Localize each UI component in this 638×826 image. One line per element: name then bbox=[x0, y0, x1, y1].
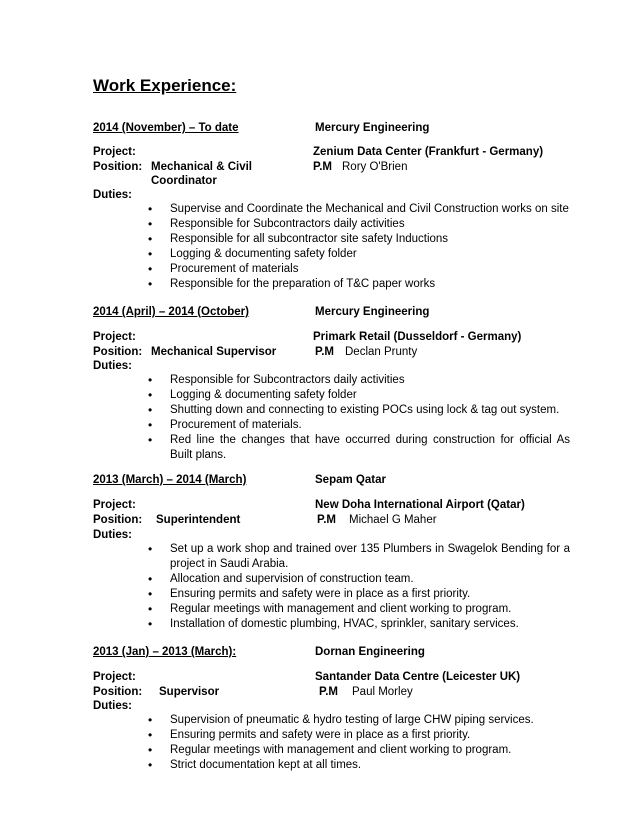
position-label: Position: bbox=[93, 686, 143, 698]
bullet-icon: • bbox=[148, 202, 153, 216]
pm-name: Michael G Maher bbox=[349, 514, 437, 526]
bullet-icon: • bbox=[148, 728, 153, 742]
job-company: Dornan Engineering bbox=[315, 646, 425, 658]
position-title: Superintendent bbox=[156, 514, 241, 526]
duties-label: Duties: bbox=[93, 700, 132, 712]
project-label: Project: bbox=[93, 499, 136, 511]
bullet-icon: • bbox=[148, 617, 153, 631]
bullet-icon: • bbox=[148, 418, 153, 432]
position-label: Position: bbox=[93, 514, 143, 526]
job-dates: 2013 (Jan) – 2013 (March): bbox=[93, 646, 237, 658]
page-title: Work Experience: bbox=[93, 76, 237, 95]
position-title: Supervisor bbox=[159, 686, 220, 698]
job-company: Sepam Qatar bbox=[315, 474, 386, 486]
bullet-icon: • bbox=[148, 572, 153, 586]
pm-label: P.M bbox=[319, 686, 338, 698]
bullet-icon: • bbox=[148, 433, 153, 447]
project-label: Project: bbox=[93, 671, 136, 683]
pm-label: P.M bbox=[317, 514, 336, 526]
duties-label: Duties: bbox=[93, 360, 132, 372]
position-title-continued: Coordinator bbox=[151, 175, 217, 187]
position-label: Position: bbox=[93, 161, 143, 173]
bullet-icon: • bbox=[148, 388, 153, 402]
bullet-icon: • bbox=[148, 713, 153, 727]
pm-name: Declan Prunty bbox=[345, 346, 418, 358]
pm-label: P.M bbox=[313, 161, 332, 173]
bullet-icon: • bbox=[148, 743, 153, 757]
job-company: Mercury Engineering bbox=[315, 306, 430, 318]
job-dates: 2013 (March) – 2014 (March) bbox=[93, 474, 247, 486]
bullet-icon: • bbox=[148, 602, 153, 616]
project-name: Zenium Data Center (Frankfurt - Germany) bbox=[313, 146, 544, 158]
project-name: Primark Retail (Dusseldorf - Germany) bbox=[313, 331, 522, 343]
duties-label: Duties: bbox=[93, 529, 132, 541]
position-title: Mechanical Supervisor bbox=[151, 346, 277, 358]
project-name: Santander Data Centre (Leicester UK) bbox=[315, 671, 521, 683]
pm-label: P.M bbox=[315, 346, 334, 358]
bullet-icon: • bbox=[148, 542, 153, 556]
bullet-icon: • bbox=[148, 277, 153, 291]
bullet-icon: • bbox=[148, 247, 153, 261]
pm-name: Paul Morley bbox=[352, 686, 413, 698]
bullet-icon: • bbox=[148, 403, 153, 417]
project-label: Project: bbox=[93, 146, 136, 158]
pm-name: Rory O'Brien bbox=[342, 161, 408, 173]
project-label: Project: bbox=[93, 331, 136, 343]
project-name: New Doha International Airport (Qatar) bbox=[315, 499, 525, 511]
bullet-icon: • bbox=[148, 373, 153, 387]
position-label: Position: bbox=[93, 346, 143, 358]
bullet-icon: • bbox=[148, 587, 153, 601]
duties-label: Duties: bbox=[93, 189, 132, 201]
job-dates: 2014 (November) – To date bbox=[93, 122, 239, 134]
job-dates: 2014 (April) – 2014 (October) bbox=[93, 306, 249, 318]
bullet-icon: • bbox=[148, 232, 153, 246]
job-company: Mercury Engineering bbox=[315, 122, 430, 134]
position-title: Mechanical & Civil bbox=[151, 161, 252, 173]
bullet-icon: • bbox=[148, 758, 153, 772]
bullet-icon: • bbox=[148, 217, 153, 231]
bullet-icon: • bbox=[148, 262, 153, 276]
